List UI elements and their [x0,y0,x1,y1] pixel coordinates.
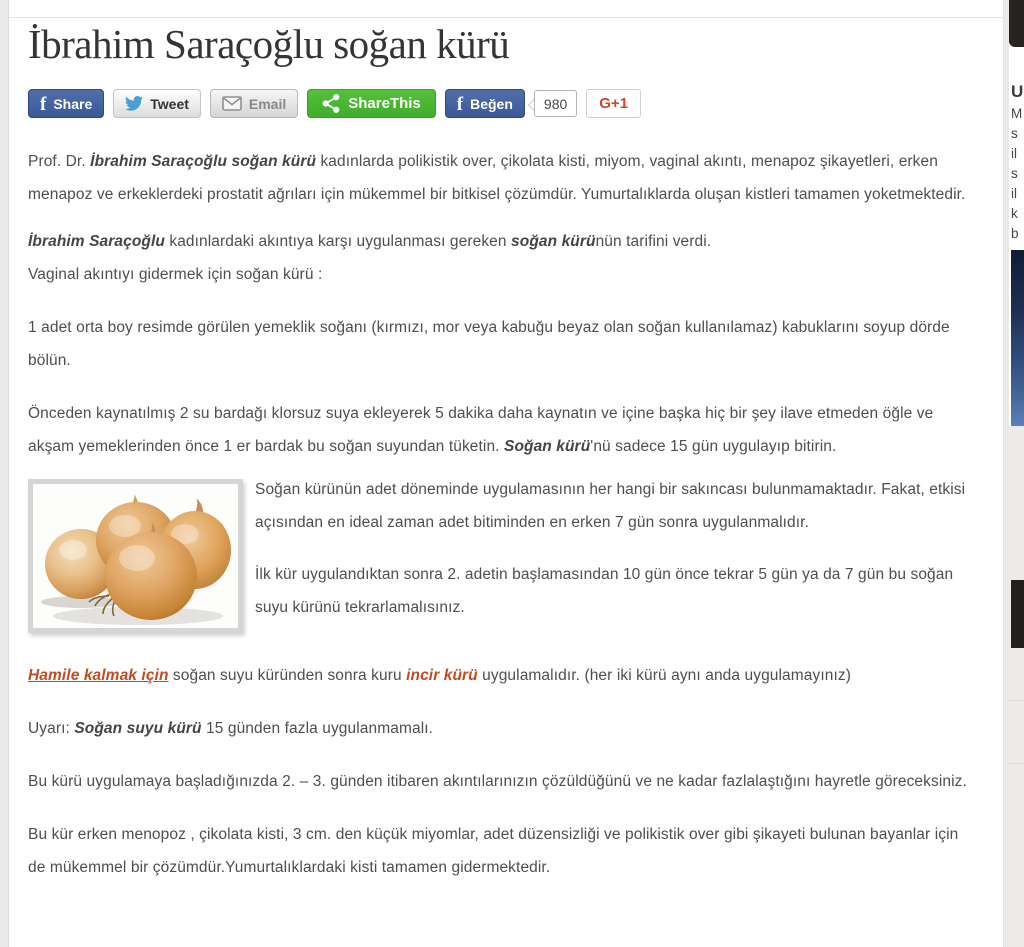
envelope-icon [222,96,242,111]
paragraph-recipe-intro [28,225,969,258]
page-title: İbrahim Saraçoğlu soğan kürü [28,21,510,67]
facebook-like-label: Beğen [470,95,513,112]
sidebar-line-fragment: il [1011,146,1017,161]
sidebar-divider [1009,700,1024,701]
text-run: uygulamalıdır. (her iki kürü aynı anda uygulamayınız) [477,667,852,684]
sidebar-line-fragment: s [1011,166,1018,181]
bold-run: İbrahim Saraçoğlu [28,233,165,250]
paragraph-period-note: Soğan kürünün adet döneminde uygulamasının her hangi bir sakıncası bulunmamaktadır. Fakat, etkisi açısından en ideal zaman adet bitiminden en erken 7 gün sonra uygulanmalıdır. [255,481,966,531]
sidebar-edge [1009,0,1024,947]
sidebar-heading-fragment: U [1011,82,1024,101]
article-body [28,145,969,884]
onion-image [28,479,243,633]
paragraph-step2 [28,397,969,463]
sharethis-label: ShareThis [348,95,421,112]
paragraph-results: Bu kürü uygulamaya başladığınızda 2. – 3. günden itibaren akıntılarınızın çözüldüğünü ve ne kadar fazlalaştığını hayretle göreceksiniz. [28,773,967,790]
paragraph-closing: Bu kür erken menopoz , çikolata kisti, 3 cm. den küçük miyomlar, adet düzensizliği ve polikistik over gibi şikayeti bulunan bayanlar için de mükemmel bir çözümdür.Yumurtalıklardaki kisti tamamen gidermektedir. [28,826,959,876]
text-run: 'nü sadece 15 gün uygulayıp bitirin. [590,438,837,455]
text-run: Önceden kaynatılmış 2 su bardağı klorsuz suya ekleyerek 5 dakika daha kaynatın ve içine başka hiç bir şey ilave etmeden öğle ve akşam yemeklerinden önce 1 er bardak bu soğan suyundan tüketin. [28,405,934,455]
fig-cure-link[interactable]: incir kürü [406,667,478,684]
paragraph-repeat-note: İlk kür uygulandıktan sonra 2. adetin başlamasından 10 gün önce tekrar 5 gün ya da 7 gün bu soğan suyu kürünü tekrarlamalısınız. [255,566,954,616]
bold-run: İbrahim Saraçoğlu soğan kürü [90,153,317,170]
image-text-row [28,479,969,633]
facebook-share-label: Share [53,95,93,112]
google-plus-label: G+1 [599,95,629,112]
sidebar-line-fragment: k [1011,206,1018,221]
text-run: soğan suyu küründen sonra kuru [168,667,407,684]
twitter-bird-icon [125,96,143,111]
email-share-button[interactable] [210,89,298,118]
sidebar-line-fragment: M [1011,106,1023,121]
paragraph-warning [28,712,969,745]
share-bar [28,88,969,119]
paragraph-pregnancy [28,659,969,692]
paragraph-vaginal: Vaginal akıntıyı gidermek için soğan kürü : [28,266,323,283]
sidebar-dark-banner [1009,0,1024,47]
bold-run: Soğan suyu kürü [74,720,202,737]
facebook-share-button[interactable] [28,89,104,118]
tweet-label: Tweet [150,95,189,112]
paragraph-step1: 1 adet orta boy resimde görülen yemeklik soğanı (kırmızı, mor veya kabuğu beyaz olan soğan kullanılamaz) kabuklarını soyup dörde bölün. [28,319,950,369]
email-label: Email [248,95,287,112]
facebook-icon: f [40,94,47,115]
bold-run: Soğan kürü [504,438,591,455]
like-count: 980 [543,95,568,112]
pregnancy-link[interactable]: Hamile kalmak için [28,667,169,684]
bold-run: soğan kürü [511,233,596,250]
sidebar-background [1009,426,1024,947]
facebook-icon: f [456,94,464,115]
sidebar-line-fragment: il [1011,186,1017,201]
google-plus-one-button[interactable] [586,89,641,118]
text-run: kadınlardaki akıntıya karşı uygulanması gereken [164,233,512,250]
sidebar-dark-block [1011,580,1024,648]
text-run: nün tarifini verdi. [595,233,712,250]
like-count-bubble [534,90,577,117]
sharethis-button[interactable] [307,89,436,118]
sidebar-line-fragment: b [1011,226,1019,241]
image-side-text [255,479,969,633]
sidebar-image-fragment [1011,250,1024,426]
text-run: 15 günden fazla uygulanmamalı. [201,720,434,737]
text-run: Prof. Dr. [28,153,91,170]
share-nodes-icon [322,94,341,113]
paragraph-intro [28,145,969,211]
sidebar-text-fragment [1011,80,1024,244]
tweet-button[interactable] [113,89,201,118]
text-run: Uyarı: [28,720,75,737]
sidebar-line-fragment: s [1011,126,1018,141]
sidebar-divider [1009,763,1024,764]
facebook-like-button[interactable] [445,89,525,118]
text-run: kadınlarda polikistik over, çikolata kisti, miyom, vaginal akıntı, menapoz şikayetleri, erken menapoz ve erkeklerdeki prostatit ağrıları için mükemmel bir bitkisel çözümdür. Yumurtalıklarda oluşan kistleri tamamen yoketmektedir. [28,153,966,203]
article-column [8,0,1004,947]
